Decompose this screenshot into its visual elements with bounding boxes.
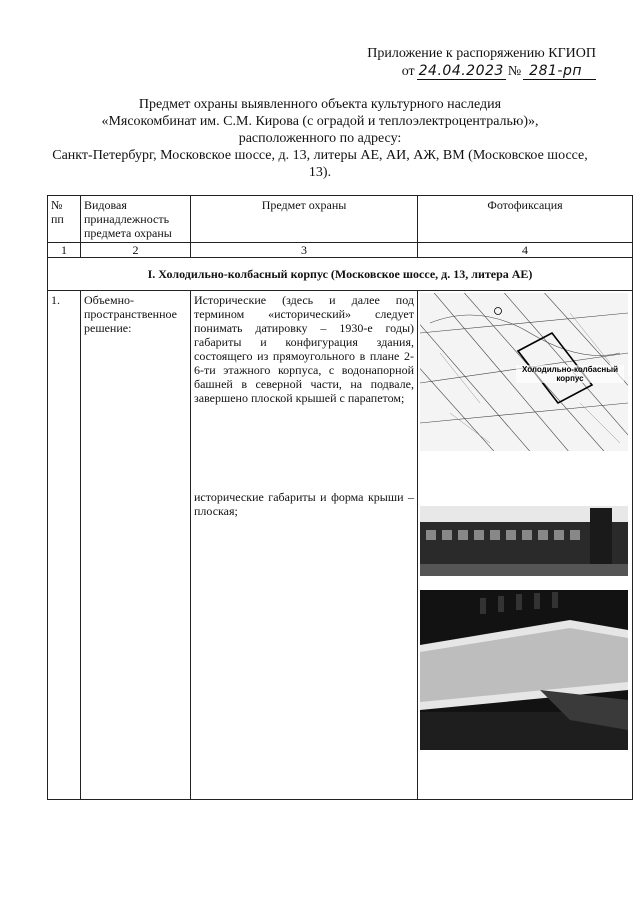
col-number-3: 3 xyxy=(191,243,418,258)
heading-line-2: «Мясокомбинат им. С.М. Кирова (с оградой и теплоэлектроцентралью)», xyxy=(101,114,539,129)
building-photo-2 xyxy=(420,590,628,750)
header-row xyxy=(48,196,633,243)
building-photo-1-drawing xyxy=(420,506,628,576)
map-building-label: Холодильно-колбасный корпус xyxy=(516,365,624,383)
from-label: от xyxy=(401,64,415,79)
section-row xyxy=(48,258,633,291)
header-photo: Фотофиксация xyxy=(418,196,633,243)
subject-item-2: исторические габариты и форма крыши – плоская; xyxy=(194,490,414,518)
building-photo-2-drawing xyxy=(420,590,628,750)
col-number-2: 2 xyxy=(81,243,191,258)
col-number-1: 1 xyxy=(48,243,81,258)
building-photo-1 xyxy=(420,506,628,576)
appendix-number: 281-рп xyxy=(523,63,596,80)
subject-item-1: Исторические (здесь и далее под термином «исторический» следует понимать датировку – 1930-е годы) габариты и конфигурация здания, состоящего из прямоугольного в плане 2-6-ти этажного корпуса, с водонапорной башней в северной части, на подвале, завершено плоской крышей с парапетом; xyxy=(194,293,414,405)
appendix-date-number xyxy=(356,63,596,81)
protection-subject-table xyxy=(47,195,633,800)
number-label: № xyxy=(507,64,522,79)
header-subject: Предмет охраны xyxy=(191,196,418,243)
heading-line-3: расположенного по адресу: xyxy=(238,131,402,146)
section-title: I. Холодильно-колбасный корпус (Московское шоссе, д. 13, литера АЕ) xyxy=(48,258,633,291)
document-heading xyxy=(40,96,600,181)
site-map-image xyxy=(420,293,628,451)
row-number: 1. xyxy=(48,291,81,800)
row-photos xyxy=(418,291,633,800)
appendix-date: 24.04.2023 xyxy=(418,63,504,79)
heading-line-1: Предмет охраны выявленного объекта культурного наследия xyxy=(138,97,502,112)
row-subject xyxy=(191,291,418,800)
header-kind: Видовая принадлежность предмета охраны xyxy=(81,196,191,243)
column-number-row xyxy=(48,243,633,258)
row-kind: Объемно-пространственное решение: xyxy=(81,291,191,800)
header-num: № пп xyxy=(48,196,81,243)
heading-address: Санкт-Петербург, Московское шоссе, д. 13, литеры АЕ, АИ, АЖ, ВМ (Московское шоссе, 13). xyxy=(52,148,588,180)
col-number-4: 4 xyxy=(418,243,633,258)
appendix-title: Приложение к распоряжению КГИОП xyxy=(367,46,596,61)
appendix-block xyxy=(356,45,596,81)
table-row xyxy=(48,291,633,800)
